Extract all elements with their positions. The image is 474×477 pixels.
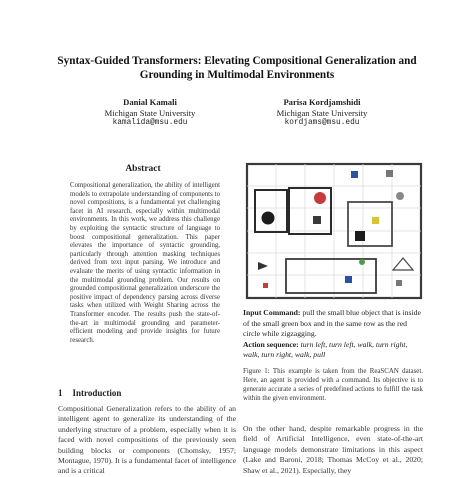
right-column-paragraph: On the other hand, despite remarkable progress in the field of Artificial Intelligence, even state-of-the-art language models demonstrate limitations in this aspect (Lake and Baroni, 2018; Thomas McCoy et al., 2020; Shaw et al., 2021). Especially, they — [243, 424, 423, 475]
author-email: kamalida@msu.edu — [112, 119, 188, 127]
author-affiliation: Michigan State University — [104, 107, 196, 118]
yellow-square — [372, 217, 379, 224]
blue-square-top — [351, 171, 358, 178]
gray-square-bottom — [396, 280, 402, 286]
author-name: Danial Kamali — [123, 97, 177, 107]
agent-arrow — [258, 262, 268, 270]
box-left — [255, 190, 287, 232]
gray-square-inner — [313, 216, 321, 224]
title-line-1: Syntax-Guided Transformers: Elevating Compositional Generalization and — [57, 55, 417, 67]
abstract-heading: Abstract — [125, 164, 161, 174]
action-label: Action sequence: — [243, 339, 299, 349]
section-title: Introduction — [72, 388, 122, 398]
title-line-2: Grounding in Multimodal Environments — [139, 69, 335, 81]
author-email: kordjams@msu.edu — [284, 119, 360, 127]
triangle-outline — [393, 258, 413, 270]
command-text: pull the small blue object that is inside of the small green box and in the same row as the red circle while zigzagging. — [243, 308, 421, 339]
intro-paragraph: Compositional Generalization refers to the ability of an intelligent agent to generalize its understanding of the underlying structure of a problem, especially when it is faced with novel compositions of the previously seen building blocks or components (Chomsky, 1957; Montague, 1970). It is a fundamental facet of intelligence and is a critical — [58, 404, 236, 476]
green-circle — [359, 259, 365, 265]
figure-caption: Figure 1: This example is taken from the ReaSCAN dataset. Here, an agent is provided with a command. Its objective is to generate accurate a series of predefined actions to fulfill the task within the given environment. — [243, 368, 423, 402]
blue-object — [345, 276, 352, 283]
box-right — [348, 202, 392, 246]
gray-circle — [396, 192, 404, 200]
abstract-text: Compositional generalization, the ability of intelligent models to extrapolate understanding of components to novel compositions, is a fundamental yet challenging facet in AI research, especially within multimodal environments. In this work, we address this challenge by exploiting the syntactic structure of language to boost compositional generalization. This paper elevates the importance of syntactic grounding, particularly through attention masking techniques derived from text input parsing. We introduce and evaluate the merits of using syntactic information in the multimodal grounding problem. Our results on grounded compositional generalization underscore the positive impact of dependency parsing across diverse tasks when utilized with Weight Sharing across the Transformer encoder. The results push the state-of-the-art in multimodal grounding and parameter-efficient modeling and provide insights for future research. — [70, 182, 220, 344]
action-text: turn left, turn left, walk, turn right, walk, turn right, walk, pull — [243, 339, 408, 360]
red-square-bottom — [263, 283, 268, 288]
red-circle — [314, 192, 326, 204]
section-number: 1 — [58, 388, 63, 398]
black-square-right — [355, 231, 365, 241]
figure-command-block — [243, 308, 423, 361]
black-circle — [262, 212, 275, 225]
author-name: Parisa Kordjamshidi — [283, 97, 361, 107]
command-label: Input Command: — [243, 308, 301, 317]
author-affiliation: Michigan State University — [276, 107, 368, 118]
gray-square-top — [386, 170, 393, 177]
